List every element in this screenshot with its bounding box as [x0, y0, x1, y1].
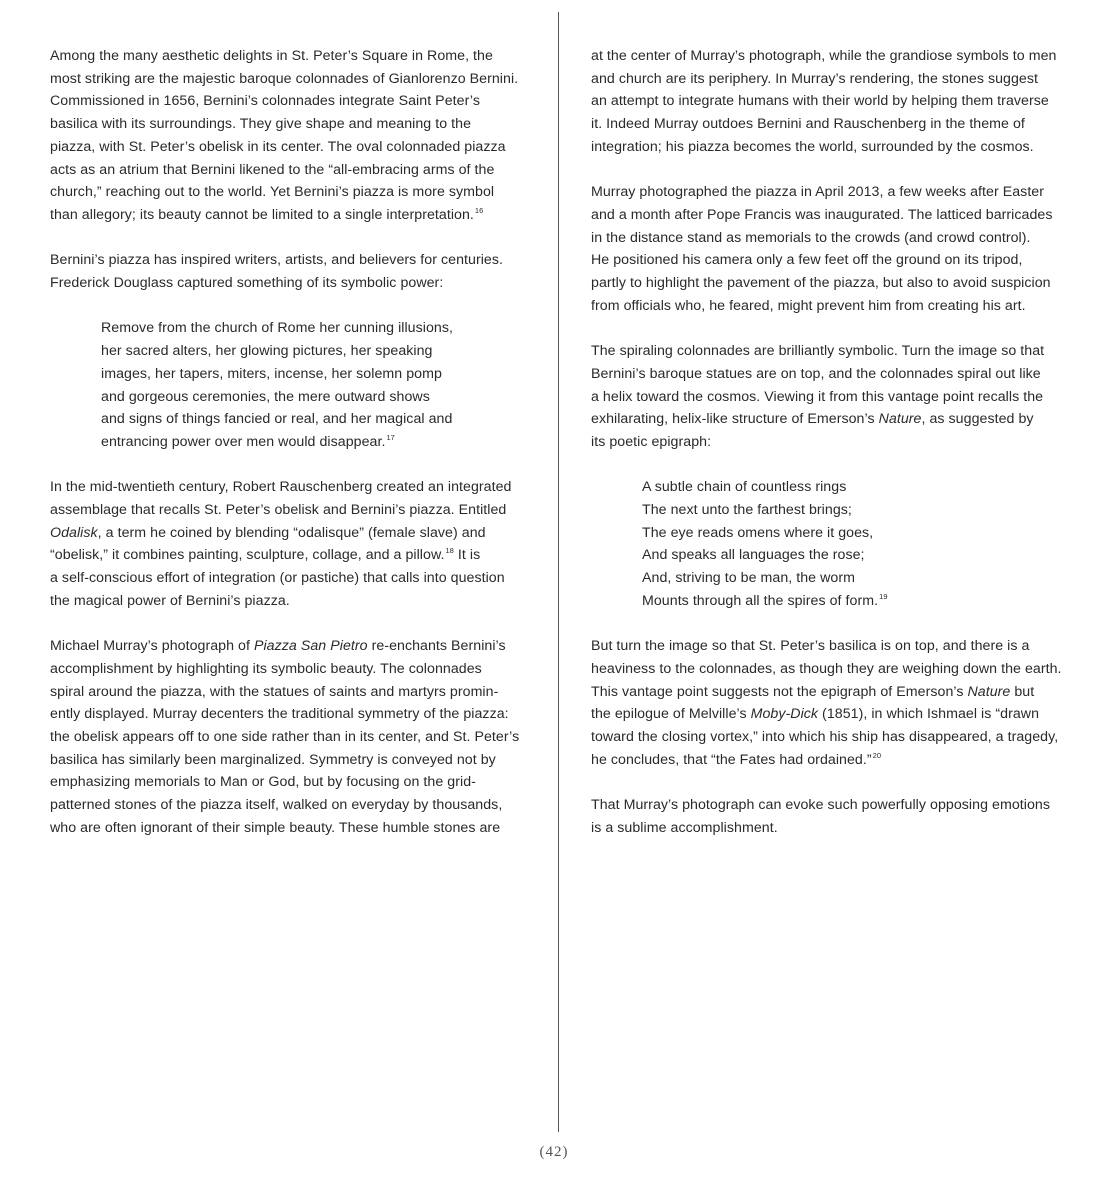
block-quote [101, 317, 540, 453]
text-line: Remove from the church of Rome her cunning illusions, [101, 320, 453, 337]
text-line: is a sublime accomplishment. [591, 819, 778, 836]
block-quote [642, 476, 1086, 612]
text-line: and signs of things fancied or real, and her magical and [101, 411, 453, 428]
text-line: That Murray’s photograph can evoke such powerfully opposing emotions [591, 797, 1050, 814]
paragraph [50, 476, 540, 612]
text-line: And speaks all languages the rose; [642, 547, 865, 564]
text-line: Frederick Douglass captured something of its symbolic power: [50, 275, 444, 292]
paragraph [50, 45, 540, 227]
text-line: He positioned his camera only a few feet off the ground on its tripod, [591, 252, 1023, 269]
text-line: Odalisk, a term he coined by blending “odalisque” (female slave) and [50, 524, 486, 541]
text-line: exhilarating, helix-like structure of Emerson’s Nature, as suggested by [591, 411, 1034, 428]
text-line: Bernini’s baroque statues are on top, and the colonnades spiral out like [591, 365, 1041, 382]
text-line: patterned stones of the piazza itself, walked on everyday by thousands, [50, 797, 503, 814]
text-line: emphasizing memorials to Man or God, but by focusing on the grid- [50, 774, 476, 791]
text-line: than allegory; its beauty cannot be limited to a single interpretation.$^{16}$ [50, 205, 484, 223]
paragraph [50, 249, 540, 294]
text-line: This vantage point suggests not the epigraph of Emerson’s Nature but [591, 683, 1035, 700]
text-line: church,” reaching out to the world. Yet Bernini’s piazza is more symbol [50, 184, 495, 201]
text-line: its poetic epigraph: [591, 433, 712, 450]
text-line: a self-conscious effort of integration (or pastiche) that calls into question [50, 570, 505, 587]
text-line: “obelisk,” it combines painting, sculpture, collage, and a pillow.$^{18}$ It is [50, 546, 481, 564]
text-line: piazza, with St. Peter’s obelisk in its center. The oval colonnaded piazza [50, 138, 506, 155]
text-line: Commissioned in 1656, Bernini’s colonnades integrate Saint Peter’s [50, 93, 480, 110]
text-line: Bernini’s piazza has inspired writers, artists, and believers for centuries. [50, 252, 504, 269]
paragraph [591, 45, 1086, 159]
text-line: partly to highlight the pavement of the piazza, but also to avoid suspicion [591, 275, 1051, 292]
paragraph [591, 181, 1086, 317]
right-column [591, 45, 1086, 862]
text-line: In the mid-twentieth century, Robert Rauschenberg created an integrated [50, 479, 512, 496]
italic-title: Nature [878, 411, 922, 428]
text-line: toward the closing vortex,” into which his ship has disappeared, a tragedy, [591, 729, 1059, 746]
text-line: spiral around the piazza, with the statues of saints and martyrs promin- [50, 683, 499, 700]
italic-title: Nature [967, 683, 1011, 700]
text-line: it. Indeed Murray outdoes Bernini and Rauschenberg in the theme of [591, 116, 1025, 133]
text-line: a helix toward the cosmos. Viewing it from this vantage point recalls the [591, 388, 1044, 405]
text-line: integration; his piazza becomes the world, surrounded by the cosmos. [591, 138, 1034, 155]
text-line: Among the many aesthetic delights in St. Peter’s Square in Rome, the [50, 48, 493, 64]
text-line: and a month after Pope Francis was inaugurated. The latticed barricades [591, 206, 1053, 223]
footnote-marker: 18 [445, 546, 454, 556]
text-line: And, striving to be man, the worm [642, 570, 855, 587]
italic-title: Piazza San Pietro [253, 638, 368, 655]
text-line: But turn the image so that St. Peter’s basilica is on top, and there is a [591, 638, 1030, 655]
text-line: Mounts through all the spires of form.$^{19}$ [642, 591, 888, 609]
italic-title: Moby-Dick [750, 706, 819, 723]
text-line: accomplishment by highlighting its symbolic beauty. The colonnades [50, 660, 482, 677]
text-line: he concludes, that “the Fates had ordained.”$^{20}$ [591, 750, 882, 768]
text-line: ently displayed. Murray decenters the traditional symmetry of the piazza: [50, 706, 509, 723]
text-line: the obelisk appears off to one side rather than in its center, and St. Peter’s [50, 729, 520, 746]
text-line: her sacred alters, her glowing pictures, her speaking [101, 343, 433, 360]
footnote-marker: 20 [872, 750, 882, 760]
text-line: The spiraling colonnades are brilliantly symbolic. Turn the image so that [591, 343, 1045, 360]
footnote-marker: 19 [879, 591, 888, 601]
text-line: and gorgeous ceremonies, the mere outward shows [101, 388, 430, 405]
column-divider [558, 12, 559, 1132]
text-line: images, her tapers, miters, incense, her solemn pomp [101, 365, 442, 382]
footnote-marker: 16 [474, 205, 484, 215]
text-line: assemblage that recalls St. Peter’s obelisk and Bernini’s piazza. Entitled [50, 502, 507, 519]
text-line: who are often ignorant of their simple beauty. These humble stones are [50, 819, 501, 836]
italic-title: Odalisk [50, 524, 98, 541]
paragraph [591, 340, 1086, 454]
text-line: from officials who, he feared, might prevent him from creating his art. [591, 297, 1026, 314]
paragraph [591, 635, 1086, 771]
text-line: heaviness to the colonnades, as though they are weighing down the earth. [591, 660, 1062, 677]
text-line: and church are its periphery. In Murray’s rendering, the stones suggest [591, 70, 1039, 87]
text-line: in the distance stand as memorials to the crowds (and crowd control). [591, 229, 1031, 246]
text-line: The next unto the farthest brings; [642, 502, 852, 519]
text-line: the magical power of Bernini’s piazza. [50, 592, 290, 609]
text-line: basilica has similarly been marginalized. Symmetry is conveyed not by [50, 751, 496, 768]
text-line: Murray photographed the piazza in April 2013, a few weeks after Easter [591, 184, 1045, 201]
text-line: A subtle chain of countless rings [642, 479, 847, 496]
text-line: at the center of Murray’s photograph, while the grandiose symbols to men [591, 48, 1057, 64]
text-line: acts as an atrium that Bernini likened to the “all-embracing arms of the [50, 161, 495, 178]
text-line: most striking are the majestic baroque colonnades of Gianlorenzo Bernini. [50, 70, 519, 87]
paragraph [591, 794, 1086, 839]
text-line: an attempt to integrate humans with their world by helping them traverse [591, 93, 1049, 110]
page-number: (42) [539, 1144, 569, 1160]
text-line: The eye reads omens where it goes, [642, 524, 874, 541]
left-column [50, 45, 540, 862]
text-line: entrancing power over men would disappear.$^{17}$ [101, 432, 395, 450]
paragraph [50, 635, 540, 839]
text-line: the epilogue of Melville’s Moby-Dick (1851), in which Ishmael is “drawn [591, 706, 1040, 723]
text-line: Michael Murray’s photograph of Piazza San Pietro re-enchants Bernini’s [50, 638, 506, 655]
text-line: basilica with its surroundings. They give shape and meaning to the [50, 116, 472, 133]
footnote-marker: 17 [386, 432, 395, 442]
